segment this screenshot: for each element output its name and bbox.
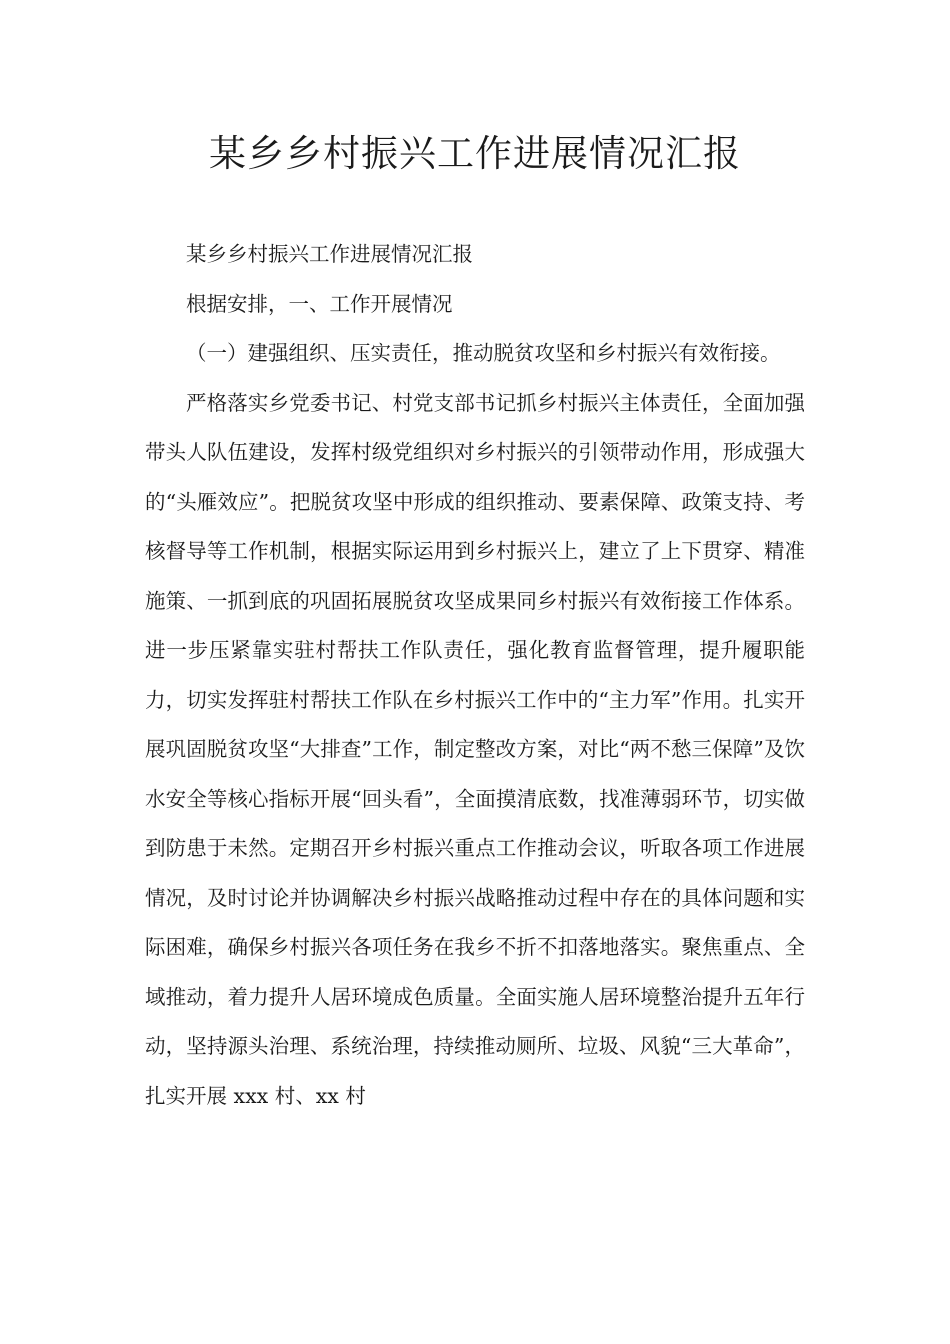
document-body bbox=[145, 230, 805, 1121]
paragraph-section-1: （一）建强组织、压实责任，推动脱贫攻坚和乡村振兴有效衔接。 bbox=[186, 341, 781, 365]
paragraph-intro: 根据安排，一、工作开展情况 bbox=[186, 291, 453, 316]
paragraph-body: 严格落实乡党委书记、村党支部书记抓乡村振兴主体责任，全面加强带头人队伍建设，发挥村级党组织对乡村振兴的引领带动作用，形成强大的“头雁效应”。把脱贫攻坚中形成的组织推动、要素保障、政策支持、考核督导等工作机制，根据实际运用到乡村振兴上，建立了上下贯穿、精准施策、一抓到底的巩固拓展脱贫攻坚成果同乡村振兴有效衔接工作体系。进一步压紧靠实驻村帮扶工作队责任，强化教育监督管理，提升履职能力，切实发挥驻村帮扶工作队在乡村振兴工作中的“主力军”作用。扎实开展巩固脱贫攻坚“大排查”工作，制定整改方案，对比“两不愁三保障”及饮水安全等核心指标开展“回头看”，全面摸清底数，找准薄弱环节，切实做到防患于未然。定期召开乡村振兴重点工作推动会议，听取各项工作进展情况，及时讨论并协调解决乡村振兴战略推动过程中存在的具体问题和实际困难，确保乡村振兴各项任务在我乡不折不扣落地落实。聚焦重点、全域推动，着力提升人居环境成色质量。全面实施人居环境整治提升五年行动，坚持源头治理、系统治理，持续推动厕所、垃圾、风貌“三大革命”，扎实开展 xxx 村、xx 村 bbox=[145, 390, 805, 1108]
document-title: 某乡乡村振兴工作进展情况汇报 bbox=[209, 132, 741, 175]
paragraph-heading-repeat: 某乡乡村振兴工作进展情况汇报 bbox=[186, 242, 473, 266]
